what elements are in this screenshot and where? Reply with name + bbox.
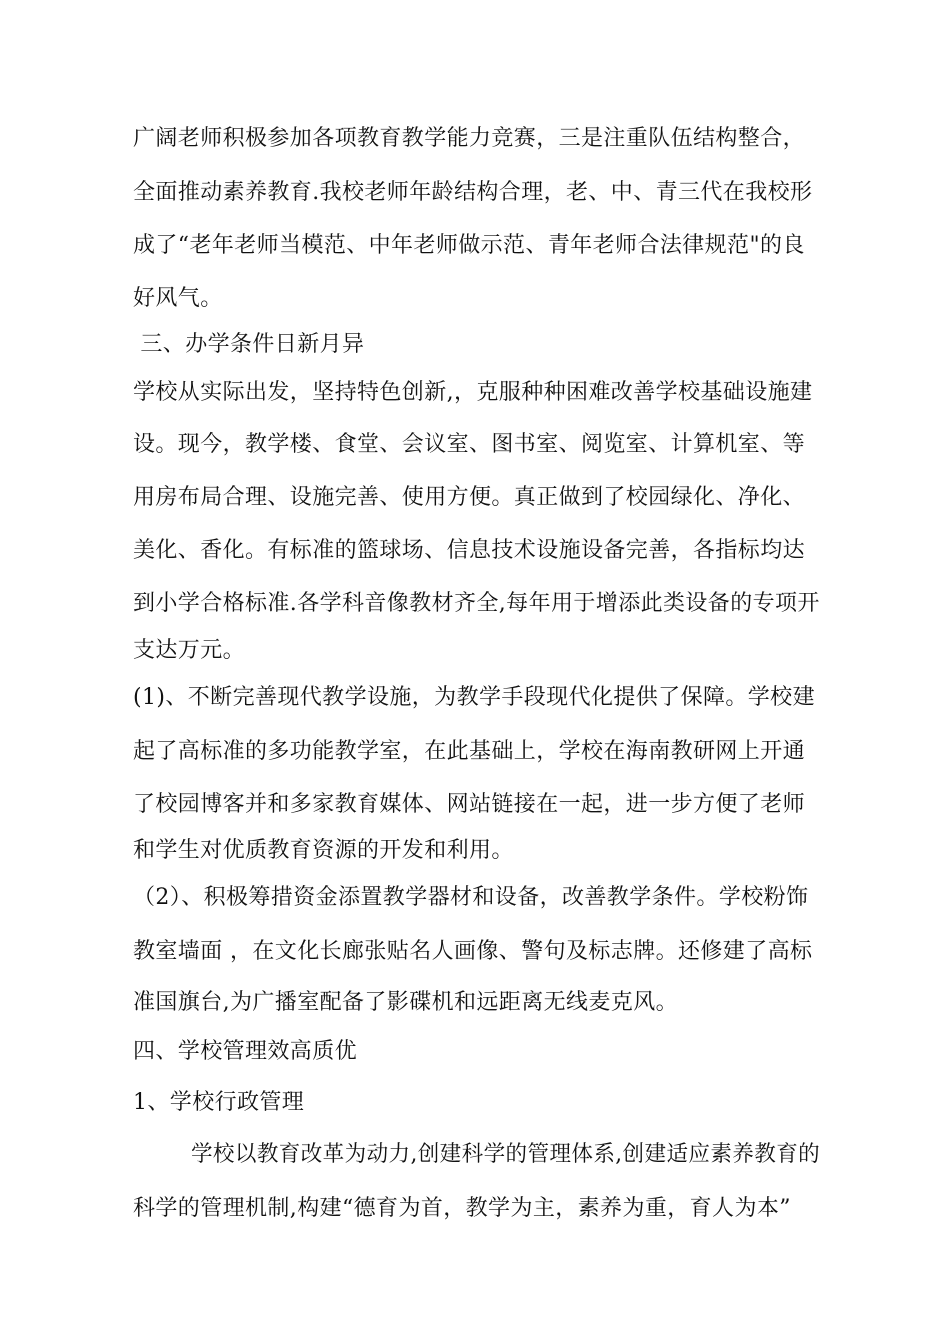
text-line: （2）、积极筹措资金添置教学器材和设备，改善教学条件。学校粉饰 (133, 885, 809, 910)
text-line: 和学生对优质教育资源的开发和利用。 (133, 838, 514, 863)
text-line: 广阔老师积极参加各项教育教学能力竞赛，三是注重队伍结构整合， (133, 126, 806, 151)
section-heading: 三、办学条件日新月异 (133, 332, 365, 357)
text-line: 了校园博客并和多家教育媒体、网站链接在一起，进一步方便了老师 (133, 792, 806, 817)
text-line: 学校以教育改革为动力,创建科学的管理体系,创建适应素养教育的 (133, 1142, 821, 1167)
section-heading: 四、学校管理效高质优 (133, 1039, 358, 1064)
text-line: 支达万元。 (133, 638, 246, 663)
subsection-heading: 1、学校行政管理 (133, 1090, 305, 1115)
text-line: 成了“老年老师当模范、中年老师做示范、青年老师合法律规范"的良 (133, 233, 805, 258)
text-line: 美化、香化。有标准的篮球场、信息技术设施设备完善，各指标均达 (133, 538, 806, 563)
text-line: 起了高标准的多功能教学室，在此基础上，学校在海南教研网上开通 (133, 739, 806, 764)
text-line: 到小学合格标准.各学科音像教材齐全,每年用于增添此类设备的专项开 (133, 591, 820, 616)
text-line: 教室墙面 ，在文化长廊张贴名人画像、警句及标志牌。还修建了高标 (133, 939, 813, 964)
text-line: 学校从实际出发，坚持特色创新,，克服种种困难改善学校基础设施建 (133, 380, 813, 405)
text-line: 科学的管理机制,构建“德育为首，教学为主，素养为重，育人为本” (133, 1196, 791, 1221)
text-line: 用房布局合理、设施完善、使用方便。真正做到了校园绿化、净化、 (133, 485, 806, 510)
text-line: 设。现今，教学楼、食堂、会议室、图书室、阅览室、计算机室、等 (133, 432, 806, 457)
text-line: (1)、不断完善现代教学设施，为教学手段现代化提供了保障。学校建 (133, 685, 815, 710)
text-line: 全面推动素养教育.我校老师年龄结构合理，老、中、青三代在我校形 (133, 180, 813, 205)
text-line: 好风气。 (133, 286, 223, 311)
text-line: 准国旗台,为广播室配备了影碟机和远距离无线麦克风。 (133, 990, 678, 1015)
